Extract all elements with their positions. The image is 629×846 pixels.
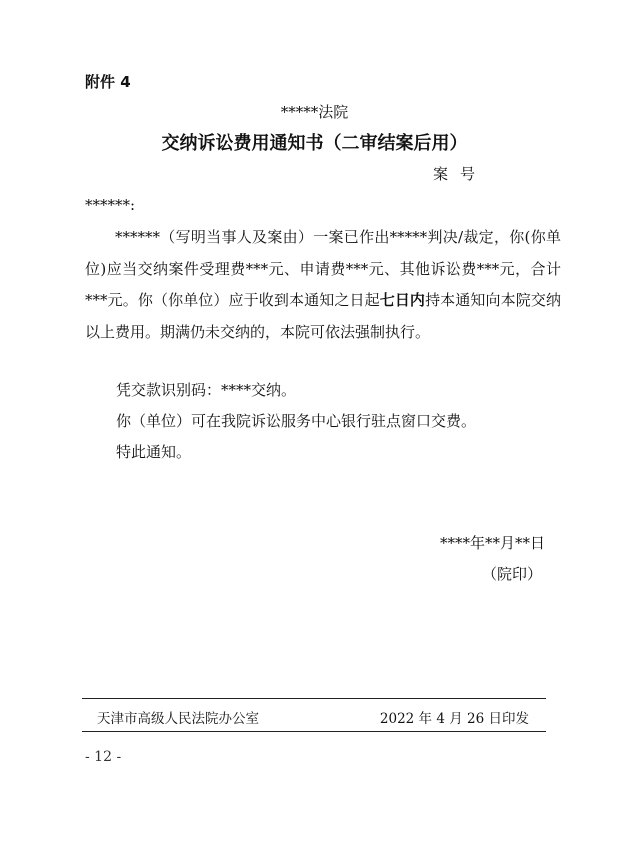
salutation: ******: [85,196,136,214]
bank-window-line: 你（单位）可在我院诉讼服务中心银行驻点窗口交费。 [116,412,477,430]
attachment-label: 附件 4 [85,73,131,91]
case-number-label: 案号 [433,165,488,183]
footer-issuer: 天津市高级人民法院办公室 [97,711,259,727]
notice-body-text: ******（写明当事人及案由）一案已作出*****判决/裁定，你(你单位)应当交纳案件受理费***元、申请费***元、其他诉讼费***元，合计***元。你（你单位）应于收到本通知之日起 [85,228,561,309]
court-name: *****法院 [280,103,349,121]
footer-bottom-rule [82,731,546,732]
seal-line: （院印） [481,565,542,583]
footer-print-date: 2022 年 4 月 26 日印发 [379,711,529,727]
date-line: ****年**月**日 [439,534,545,552]
payment-code-line: 凭交款识别码：****交纳。 [116,381,297,399]
page-number: - 12 - [85,749,122,765]
document-title: 交纳诉讼费用通知书（二审结案后用） [161,133,468,154]
closing-line: 特此通知。 [116,443,192,461]
deadline-emphasis: 七日内 [379,291,426,309]
notice-body [85,222,561,348]
footer-top-rule [82,698,546,699]
notice-body-text-end: 持本通知向本院交纳以上费用。期满仍未交纳的，本院可依法强制执行。 [85,291,561,341]
